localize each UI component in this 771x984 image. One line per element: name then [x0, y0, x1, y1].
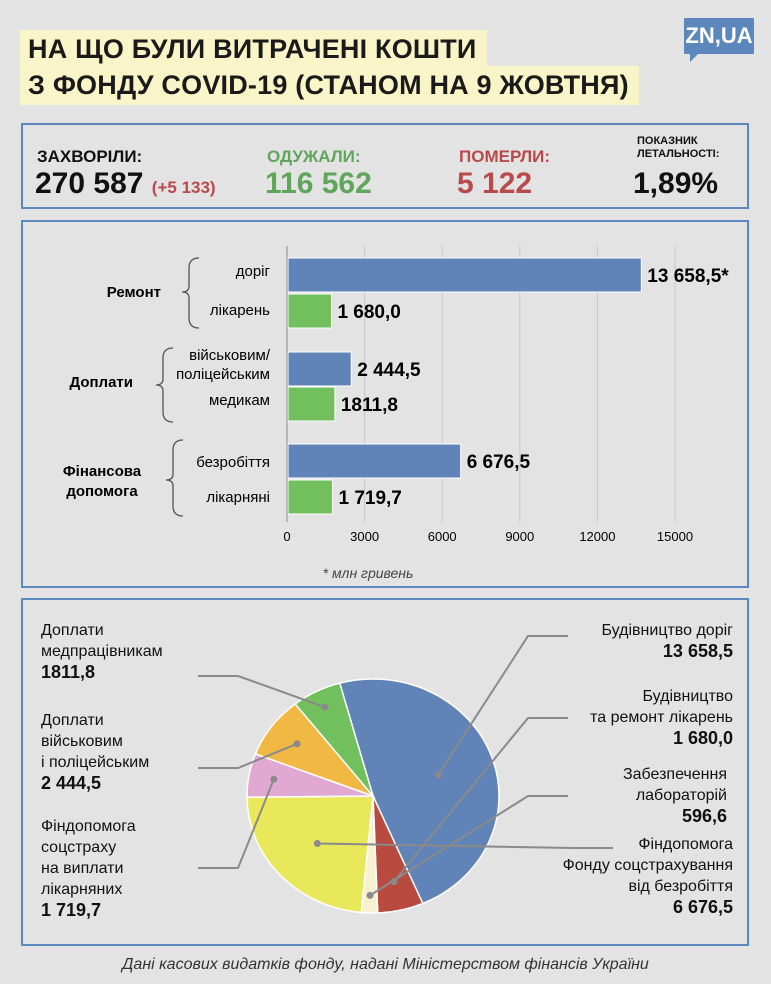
bar: [288, 387, 335, 421]
pie-label-sick-leave-line1: Фіндопомога: [41, 818, 136, 835]
died-value: 5 122: [457, 167, 533, 200]
died-label: ПОМЕРЛИ:: [459, 147, 551, 166]
pie-value-military: 2 444,5: [41, 773, 102, 793]
pie-label-roads-line1: Будівництво доріг: [601, 622, 733, 639]
group-brackets: [156, 258, 199, 516]
pie-label-sick-leave: [41, 816, 136, 921]
stats-panel: [21, 123, 749, 209]
pie-label-unemployment-line3: від безробіття: [628, 878, 733, 895]
recovered-value: 116 562: [265, 167, 372, 200]
bar-value-label: 13 658,5*: [647, 266, 729, 287]
pie-value-sick-leave: 1 719,7: [41, 900, 102, 920]
source-footer: Дані касових видатків фонду, надані Міністерством фінансів України: [122, 956, 649, 973]
pie-label-labs-line2: лабораторій: [635, 787, 727, 804]
bar-value-label: 1 719,7: [338, 488, 402, 509]
x-tick-label: 9000: [505, 529, 535, 544]
lethality-label-2: ЛЕТАЛЬНОСТІ:: [637, 148, 720, 160]
pie-value-medics: 1811,8: [41, 662, 96, 682]
pie-label-medics-line1: Доплати: [41, 622, 104, 639]
x-tick-label: 12000: [579, 529, 616, 544]
bar-series: [288, 258, 729, 514]
pie-label-hospitals-line1: Будівництво: [642, 688, 733, 705]
pie-label-unemployment-line1: Фіндопомога: [638, 836, 733, 853]
chart-note: * млн гривень: [322, 565, 414, 581]
sick-value-number: 270 587: [35, 167, 144, 200]
bar-chart-panel: [21, 220, 749, 588]
bar: [288, 352, 351, 386]
pie-label-military-line2: військовим: [41, 733, 123, 750]
pie-label-labs-line1: Забезпечення: [622, 766, 727, 783]
bar-label-medics: медикам: [208, 392, 270, 409]
pie-chart-panel: [21, 598, 749, 946]
pie-value-hospitals: 1 680,0: [672, 728, 733, 748]
x-axis-ticks: [283, 529, 693, 544]
pie-label-hospitals: [590, 686, 733, 749]
pie-label-military-line3: і поліцейським: [41, 754, 150, 771]
pie-label-military: [41, 710, 149, 794]
bar-label-roads: доріг: [235, 263, 270, 280]
bar-label-unemployment: безробіття: [196, 454, 270, 471]
group-bracket: [166, 440, 183, 516]
lethality-label: [637, 135, 719, 161]
bar-label-sick-leave: лікарняні: [206, 489, 270, 506]
pie-value-labs: 596,6: [681, 806, 727, 826]
bar-label-hospitals: лікарень: [209, 302, 270, 319]
bar-label-military-2: поліцейським: [176, 366, 270, 383]
bar-chart: [23, 222, 747, 586]
sick-value: [35, 167, 216, 201]
pie-label-unemployment-line2: Фонду соцстрахування: [562, 857, 733, 874]
group-label-finhelp-2: допомога: [66, 483, 138, 500]
bar-value-label: 2 444,5: [357, 360, 421, 381]
lethality-value: 1,89%: [633, 167, 719, 200]
pie-label-medics-line2: медпрацівникам: [41, 643, 163, 660]
zn-logo: ZN,UA: [684, 18, 754, 54]
pie-label-sick-leave-line3: на виплати: [41, 860, 124, 877]
group-label-finhelp-1: Фінансова: [62, 463, 142, 480]
pie-leader-dot: [321, 704, 328, 711]
lethality-label-1: ПОКАЗНИК: [637, 135, 698, 147]
x-tick-label: 0: [283, 529, 291, 544]
pie-label-labs: [623, 764, 727, 827]
x-tick-label: 6000: [427, 529, 457, 544]
bar-value-label: 6 676,5: [466, 452, 531, 473]
pie-leader-dot: [435, 771, 442, 778]
pie-label-sick-leave-line2: соцстраху: [41, 839, 117, 856]
pie-label-hospitals-line2: та ремонт лікарень: [590, 709, 733, 726]
title-line-1: НА ЩО БУЛИ ВИТРАЧЕНІ КОШТИ: [20, 30, 487, 69]
pie-label-roads: [602, 620, 733, 662]
pie-value-unemployment: 6 676,5: [672, 897, 733, 917]
bar: [288, 294, 331, 328]
bar: [288, 444, 461, 478]
pie-label-sick-leave-line4: лікарняних: [41, 881, 123, 898]
pie-value-roads: 13 658,5: [662, 641, 733, 661]
bar-value-label: 1 680,0: [337, 302, 401, 323]
pie-leader-dot: [366, 892, 373, 899]
bar-label-military-1: військовим/: [189, 347, 270, 364]
bar-value-label: 1811,8: [340, 395, 398, 416]
pie-leader-dot: [314, 840, 321, 847]
pie-label-medics: [41, 620, 163, 683]
x-tick-label: 3000: [350, 529, 380, 544]
group-label-repair: Ремонт: [106, 284, 161, 301]
group-bracket: [182, 258, 199, 328]
sick-label: ЗАХВОРІЛИ:: [37, 147, 143, 166]
group-label-payments: Доплати: [69, 374, 133, 391]
recovered-label: ОДУЖАЛИ:: [267, 147, 361, 166]
title-line-2: З ФОНДУ COVID-19 (СТАНОМ НА 9 ЖОВТНЯ): [20, 66, 639, 105]
bar: [288, 480, 332, 514]
sick-delta: (+5 133): [151, 178, 216, 197]
pie-slice: [247, 796, 373, 912]
pie-label-military-line1: Доплати: [41, 712, 104, 729]
pie-label-unemployment: [563, 834, 733, 918]
pie-leader-dot: [294, 740, 301, 747]
x-tick-label: 15000: [656, 529, 694, 544]
bar: [288, 258, 641, 292]
group-bracket: [156, 348, 173, 422]
pie-slices: [247, 679, 499, 913]
pie-leader-dot: [270, 776, 277, 783]
